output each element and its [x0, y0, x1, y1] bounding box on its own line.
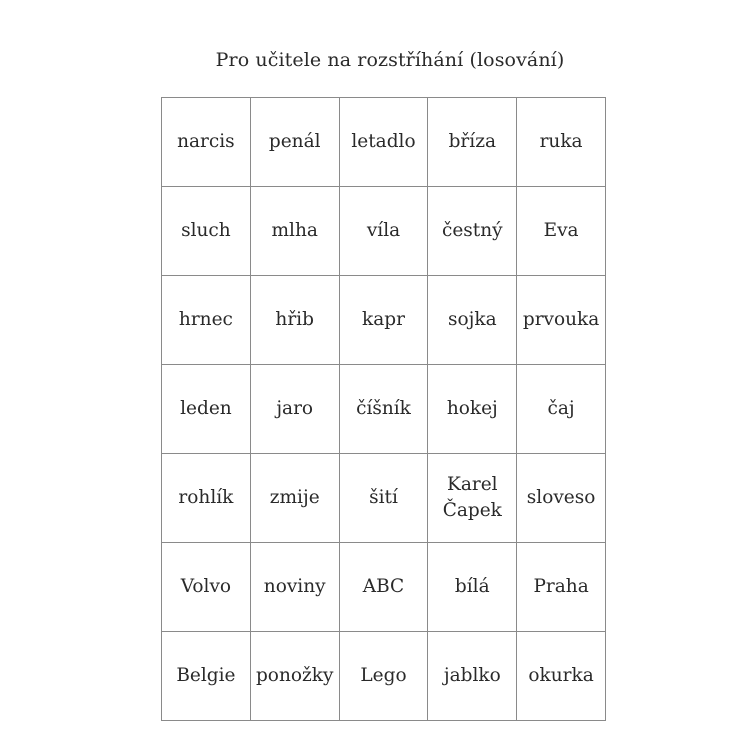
- word-card: ruka: [517, 98, 606, 187]
- word-card: prvouka: [517, 276, 606, 365]
- word-card: okurka: [517, 632, 606, 721]
- word-card: jablko: [428, 632, 517, 721]
- card-row: [162, 187, 606, 276]
- word-card: rohlík: [162, 454, 251, 543]
- word-card: kapr: [339, 276, 428, 365]
- word-card: bílá: [428, 543, 517, 632]
- word-card: leden: [162, 365, 251, 454]
- word-card: číšník: [339, 365, 428, 454]
- word-card: Eva: [517, 187, 606, 276]
- word-card: hokej: [428, 365, 517, 454]
- card-row: [162, 632, 606, 721]
- word-card: mlha: [250, 187, 339, 276]
- word-card: narcis: [162, 98, 251, 187]
- word-card: Volvo: [162, 543, 251, 632]
- page-title: Pro učitele na rozstříhání (losování): [215, 49, 565, 71]
- word-card: hřib: [250, 276, 339, 365]
- word-card: jaro: [250, 365, 339, 454]
- word-card: noviny: [250, 543, 339, 632]
- word-card: víla: [339, 187, 428, 276]
- word-card: šití: [339, 454, 428, 543]
- word-card: zmije: [250, 454, 339, 543]
- word-card: bříza: [428, 98, 517, 187]
- card-row: [162, 98, 606, 187]
- word-card: sloveso: [517, 454, 606, 543]
- word-card: čestný: [428, 187, 517, 276]
- card-row: [162, 543, 606, 632]
- word-card: čaj: [517, 365, 606, 454]
- word-card: penál: [250, 98, 339, 187]
- word-card: Praha: [517, 543, 606, 632]
- word-card: sluch: [162, 187, 251, 276]
- word-card: letadlo: [339, 98, 428, 187]
- card-row: [162, 365, 606, 454]
- word-card-grid: [161, 97, 606, 721]
- word-card: hrnec: [162, 276, 251, 365]
- word-card: ABC: [339, 543, 428, 632]
- card-row: [162, 276, 606, 365]
- card-row: [162, 454, 606, 543]
- word-card: sojka: [428, 276, 517, 365]
- word-card: Belgie: [162, 632, 251, 721]
- word-card: ponožky: [250, 632, 339, 721]
- word-card: Lego: [339, 632, 428, 721]
- word-card: Karel Čapek: [428, 454, 517, 543]
